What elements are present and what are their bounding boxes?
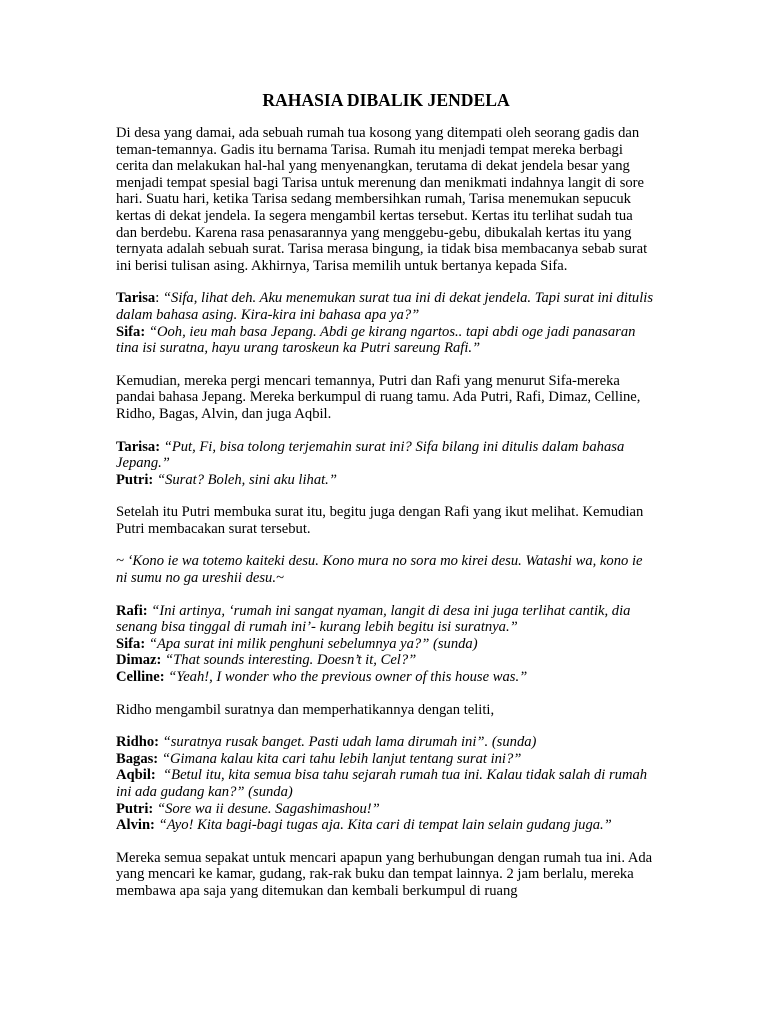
dialog-line [116, 817, 656, 834]
speech-text: “suratnya rusak banget. Pasti udah lama dirumah ini”. (sunda) [162, 734, 537, 751]
paragraph-search: Mereka semua sepakat untuk mencari apapun yang berhubungan dengan rumah tua ini. Ada yang mencari ke kamar, gudang, rak-rak buku dan tempat lainnya. 2 jam berlalu, mereka membawa apa saja yang ditemukan dan kembali berkumpul di ruang [116, 849, 653, 899]
dialog-line [116, 751, 656, 768]
dialog-line [116, 603, 656, 636]
letter-quote: ~ ‘Kono ie wa totemo kaiteki desu. Kono mura no sora mo kirei desu. Watashi wa, kono ie ni sumu no ga ureshii desu.~ [116, 553, 643, 587]
speaker-name: Tarisa [116, 290, 156, 307]
speech-text: “Sore wa ii desune. Sagashimashou!” [156, 800, 380, 817]
dialog-line [116, 767, 656, 800]
dialog-block-2 [116, 439, 656, 489]
speech-text: “Ayo! Kita bagi-bagi tugas aja. Kita cari di tempat lain selain gudang juga.” [158, 817, 612, 834]
speaker-separator: : [155, 290, 163, 307]
dialog-line [116, 636, 656, 653]
document-page [116, 90, 656, 916]
dialog-line [116, 652, 656, 669]
dialog-line [116, 324, 656, 357]
speech-text: “Betul itu, kita semua bisa tahu sejarah rumah tua ini. Kalau tidak salah di rumah ini ada gudang kan?” (sunda) [116, 767, 648, 800]
speaker-name: Dimaz: [116, 652, 162, 669]
speech-text: “Yeah!, I wonder who the previous owner of this house was.” [168, 669, 528, 686]
speaker-name: Ridho: [116, 734, 159, 751]
document-title: RAHASIA DIBALIK JENDELA [262, 90, 510, 110]
dialog-line [116, 472, 656, 489]
speaker-name: Rafi: [116, 602, 148, 619]
speaker-name: Sifa: [116, 635, 146, 652]
paragraph-gathering: Kemudian, mereka pergi mencari temannya, Putri dan Rafi yang menurut Sifa-mereka pandai bahasa Jepang. Mereka berkumpul di ruang tamu. Ada Putri, Rafi, Dimaz, Celline, Ridho, Bagas, Alvin, dan juga Aqbil. [116, 372, 641, 422]
dialog-line [116, 734, 656, 751]
dialog-line [116, 801, 656, 818]
speech-text: “That sounds interesting. Doesn’t it, Cel?” [165, 652, 417, 669]
paragraph-intro: Di desa yang damai, ada sebuah rumah tua kosong yang ditempati oleh seorang gadis dan teman-temannya. Gadis itu bernama Tarisa. Rumah itu menjadi tempat mereka berbagi cerita dan melakukan hal-hal yang menyenangkan, terutama di dekat jendela besar yang menjadi tempat spesial bagi Tarisa untuk merenung dan menikmati indahnya langit di sore hari. Suatu hari, ketika Tarisa sedang membersihkan rumah, Tarisa menemukan sepucuk kertas di dekat jendela. Ia segera mengambil kertas tersebut. Kertas itu terlihat sudah tua dan berdebu. Karena rasa penasarannya yang menggebu-gebu, dibukalah kertas itu yang ternyata adalah sebuah surat. Tarisa merasa bingung, ia tidak bisa membacanya sebab surat ini berisi tulisan asing. Akhirnya, Tarisa memilih untuk bertanya kepada Sifa. [116, 125, 648, 274]
speech-text: “Put, Fi, bisa tolong terjemahin surat ini? Sifa bilang ini ditulis dalam bahasa Jepang.” [116, 438, 625, 472]
speaker-separator [156, 767, 163, 783]
dialog-line [116, 439, 656, 472]
speaker-name: Sifa: [116, 323, 146, 340]
dialog-block-4 [116, 734, 656, 834]
speaker-name: Bagas: [116, 750, 159, 767]
speech-text: “Apa surat ini milik penghuni sebelumnya ya?” (sunda) [148, 635, 478, 652]
dialog-line [116, 290, 656, 323]
paragraph-reading: Setelah itu Putri membuka surat itu, begitu juga dengan Rafi yang ikut melihat. Kemudian Putri membacakan surat tersebut. [116, 504, 644, 537]
speech-text: “Gimana kalau kita cari tahu lebih lanjut tentang surat ini?” [161, 750, 522, 767]
speaker-name: Aqbil: [116, 767, 156, 784]
speaker-name: Celline: [116, 669, 165, 686]
dialog-line [116, 669, 656, 686]
speech-text: “Ooh, ieu mah basa Jepang. Abdi ge kirang ngartos.. tapi abdi oge jadi panasaran tina isi suratna, hayu urang taroskeun ka Putri sareung Rafi.” [116, 323, 636, 357]
speaker-name: Tarisa: [116, 438, 161, 455]
speaker-name: Putri: [116, 471, 154, 488]
speaker-name: Putri: [116, 800, 154, 817]
dialog-block-3 [116, 603, 656, 686]
speech-text: “Ini artinya, ‘rumah ini sangat nyaman, langit di desa ini juga terlihat cantik, dia senang bisa tinggal di rumah ini’- kurang lebih begitu isi suratnya.” [116, 602, 631, 636]
speech-text: “Sifa, lihat deh. Aku menemukan surat tua ini di dekat jendela. Tapi surat ini ditulis dalam bahasa asing. Kira-kira ini bahasa apa ya?” [116, 290, 654, 323]
dialog-block-1 [116, 290, 656, 356]
paragraph-ridho: Ridho mengambil suratnya dan memperhatikannya dengan teliti, [116, 701, 495, 718]
speaker-name: Alvin: [116, 817, 155, 834]
speech-text: “Surat? Boleh, sini aku lihat.” [156, 471, 337, 488]
